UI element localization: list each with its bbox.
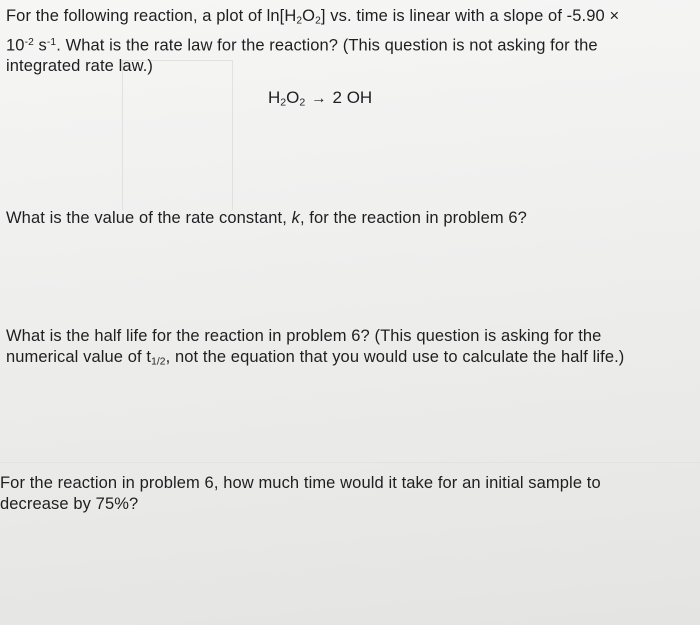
question-rate-law-line-3: integrated rate law.) (6, 57, 154, 76)
question-rate-constant: What is the value of the rate constant, k, for the reaction in problem 6? (6, 209, 527, 227)
question-half-life-line-1: What is the half life for the reaction in problem 6? (This question is asking for the (6, 327, 602, 345)
bleed-through-line (122, 60, 123, 210)
question-decrease-time-line-1: For the reaction in problem 6, how much time would it take for an initial sample to (0, 474, 601, 492)
question-rate-law (6, 6, 686, 77)
reaction-arrow-icon: → (311, 90, 327, 107)
reaction-equation: $H_2O_2 \to 2$ OH (268, 88, 373, 109)
question-rate-law-line-2: $10^{-2}$ $s^{-1}$. What is the rate law for the reaction? (This question is not asking for the (6, 36, 598, 55)
bleed-through-line (0, 462, 700, 463)
question-half-life-line-2: numerical value of $t_{1/2}$, not the equation that you would use to calculate the half life.) (6, 348, 625, 368)
question-rate-law-line-1: For the following reaction, a plot of $\ln[H_2O_2]$ vs. time is linear with a slope of -5.90 × (6, 7, 620, 27)
question-decrease-time-line-2: decrease by 75%? (0, 495, 139, 513)
question-half-life (6, 326, 624, 373)
bleed-through-line (232, 60, 233, 210)
question-decrease-time (0, 473, 601, 515)
